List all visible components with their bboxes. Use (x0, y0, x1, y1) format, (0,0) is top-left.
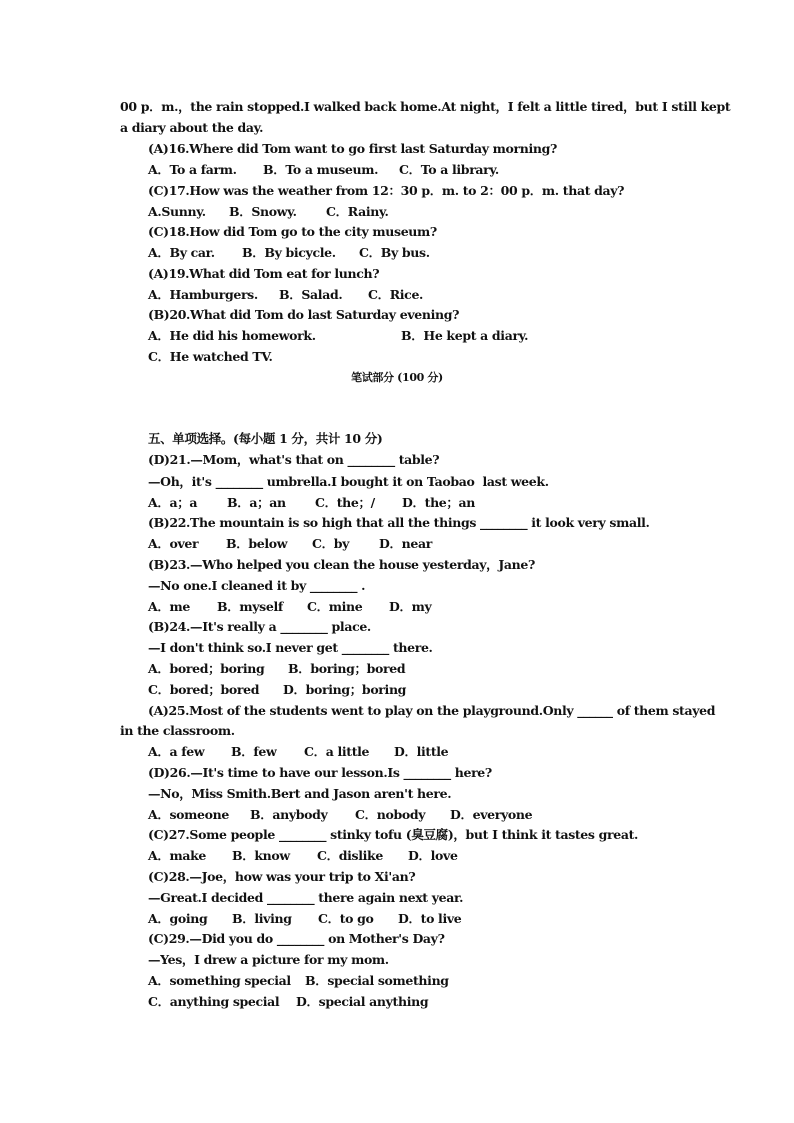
q17-option-c: C．Rainy. (326, 204, 389, 219)
question-26: (D)26.—It's time to have our lesson.Is ________ here? (148, 765, 492, 780)
q21-option-d: D．the；an (402, 495, 476, 510)
q18-option-a: A．By car. (148, 245, 215, 260)
q25-option-b: B．few (231, 744, 277, 759)
question-25: (A)25.Most of the students went to play on the playground.Only ______ of them stayed (148, 703, 716, 718)
q23-option-c: C．mine (307, 599, 363, 614)
q29-option-b: B．special something (305, 973, 449, 988)
q16-option-a: A．To a farm. (148, 162, 237, 177)
question-17: (C)17.How was the weather from 12：30 p．m. to 2：00 p．m. that day? (148, 183, 625, 198)
q18-option-b: B．By bicycle. (242, 245, 336, 260)
q17-option-b: B．Snowy. (229, 204, 297, 219)
question-24: (B)24.—It's really a ________ place. (148, 619, 371, 634)
q24-option-c: C．bored；bored (148, 682, 260, 697)
q28-option-a: A．going (148, 911, 208, 926)
q27-option-b: B．know (232, 848, 290, 863)
question-16: (A)16.Where did Tom want to go first last Saturday morning? (148, 141, 557, 156)
question-22: (B)22.The mountain is so high that all the things ________ it look very small. (148, 515, 650, 530)
question-28-dialogue: —Great.I decided ________ there again next year. (148, 890, 464, 905)
q19-option-a: A．Hamburgers. (148, 287, 258, 302)
q23-option-b: B．myself (217, 599, 283, 614)
q27-option-a: A．make (148, 848, 207, 863)
q21-option-b: B．a；an (227, 495, 286, 510)
question-19: (A)19.What did Tom eat for lunch? (148, 266, 380, 281)
q24-option-d: D．boring；boring (283, 682, 407, 697)
q26-option-c: C．nobody (355, 807, 426, 822)
q25-option-a: A．a few (148, 744, 205, 759)
question-25-continued: in the classroom. (120, 723, 235, 738)
q18-option-c: C．By bus. (359, 245, 430, 260)
q28-option-b: B．living (232, 911, 292, 926)
q26-option-a: A．someone (148, 807, 229, 822)
q27-option-c: C．dislike (317, 848, 383, 863)
passage-line-1: 00 p．m.，the rain stopped.I walked back home.At night，I felt a little tired，but I still kept (120, 99, 731, 114)
question-21-dialogue: —Oh，it's ________ umbrella.I bought it on Taobao last week. (148, 474, 549, 489)
q26-option-d: D．everyone (450, 807, 533, 822)
q22-option-b: B．below (226, 536, 288, 551)
section-5-heading: 五、单项选择。(每小题 1 分，共计 10 分) (148, 431, 383, 446)
question-20: (B)20.What did Tom do last Saturday evening? (148, 307, 460, 322)
written-part-title: 笔试部分 (100 分) (351, 371, 443, 384)
q27-option-d: D．love (408, 848, 458, 863)
q16-option-b: B．To a museum. (263, 162, 379, 177)
q23-option-d: D．my (389, 599, 432, 614)
q20-option-a: A．He did his homework. (148, 328, 316, 343)
q22-option-d: D．near (379, 536, 432, 551)
q24-option-b: B．boring；bored (288, 661, 406, 676)
q20-option-b: B．He kept a diary. (401, 328, 529, 343)
q28-option-c: C．to go (318, 911, 374, 926)
question-21: (D)21.—Mom，what's that on ________ table? (148, 452, 440, 467)
q21-option-a: A．a；a (148, 495, 198, 510)
q20-option-c: C．He watched TV. (148, 349, 273, 364)
question-26-dialogue: —No，Miss Smith.Bert and Jason aren't here. (148, 786, 452, 801)
q28-option-d: D．to live (398, 911, 462, 926)
q24-option-a: A．bored；boring (148, 661, 265, 676)
q19-option-c: C．Rice. (368, 287, 424, 302)
question-29-dialogue: —Yes，I drew a picture for my mom. (148, 952, 389, 967)
q23-option-a: A．me (148, 599, 190, 614)
q29-option-d: D．special anything (296, 994, 429, 1009)
q21-option-c: C．the；/ (315, 495, 375, 510)
question-29: (C)29.—Did you do ________ on Mother's Day? (148, 931, 445, 946)
q16-option-c: C．To a library. (399, 162, 499, 177)
q22-option-a: A．over (148, 536, 199, 551)
question-27: (C)27.Some people ________ stinky tofu (臭豆腐)，but I think it tastes great. (148, 827, 638, 842)
passage-line-2: a diary about the day. (120, 120, 264, 135)
q25-option-d: D．little (394, 744, 449, 759)
q22-option-c: C．by (312, 536, 350, 551)
q17-option-a: A.Sunny. (148, 204, 206, 219)
q29-option-c: C．anything special (148, 994, 280, 1009)
q29-option-a: A．something special (148, 973, 291, 988)
question-23: (B)23.—Who helped you clean the house yesterday，Jane? (148, 557, 535, 572)
q25-option-c: C．a little (304, 744, 370, 759)
question-28: (C)28.—Joe，how was your trip to Xi'an? (148, 869, 416, 884)
q19-option-b: B．Salad. (279, 287, 343, 302)
question-18: (C)18.How did Tom go to the city museum? (148, 224, 437, 239)
question-23-dialogue: —No one.I cleaned it by ________ . (148, 578, 366, 593)
question-24-dialogue: —I don't think so.I never get ________ there. (148, 640, 433, 655)
q26-option-b: B．anybody (250, 807, 328, 822)
